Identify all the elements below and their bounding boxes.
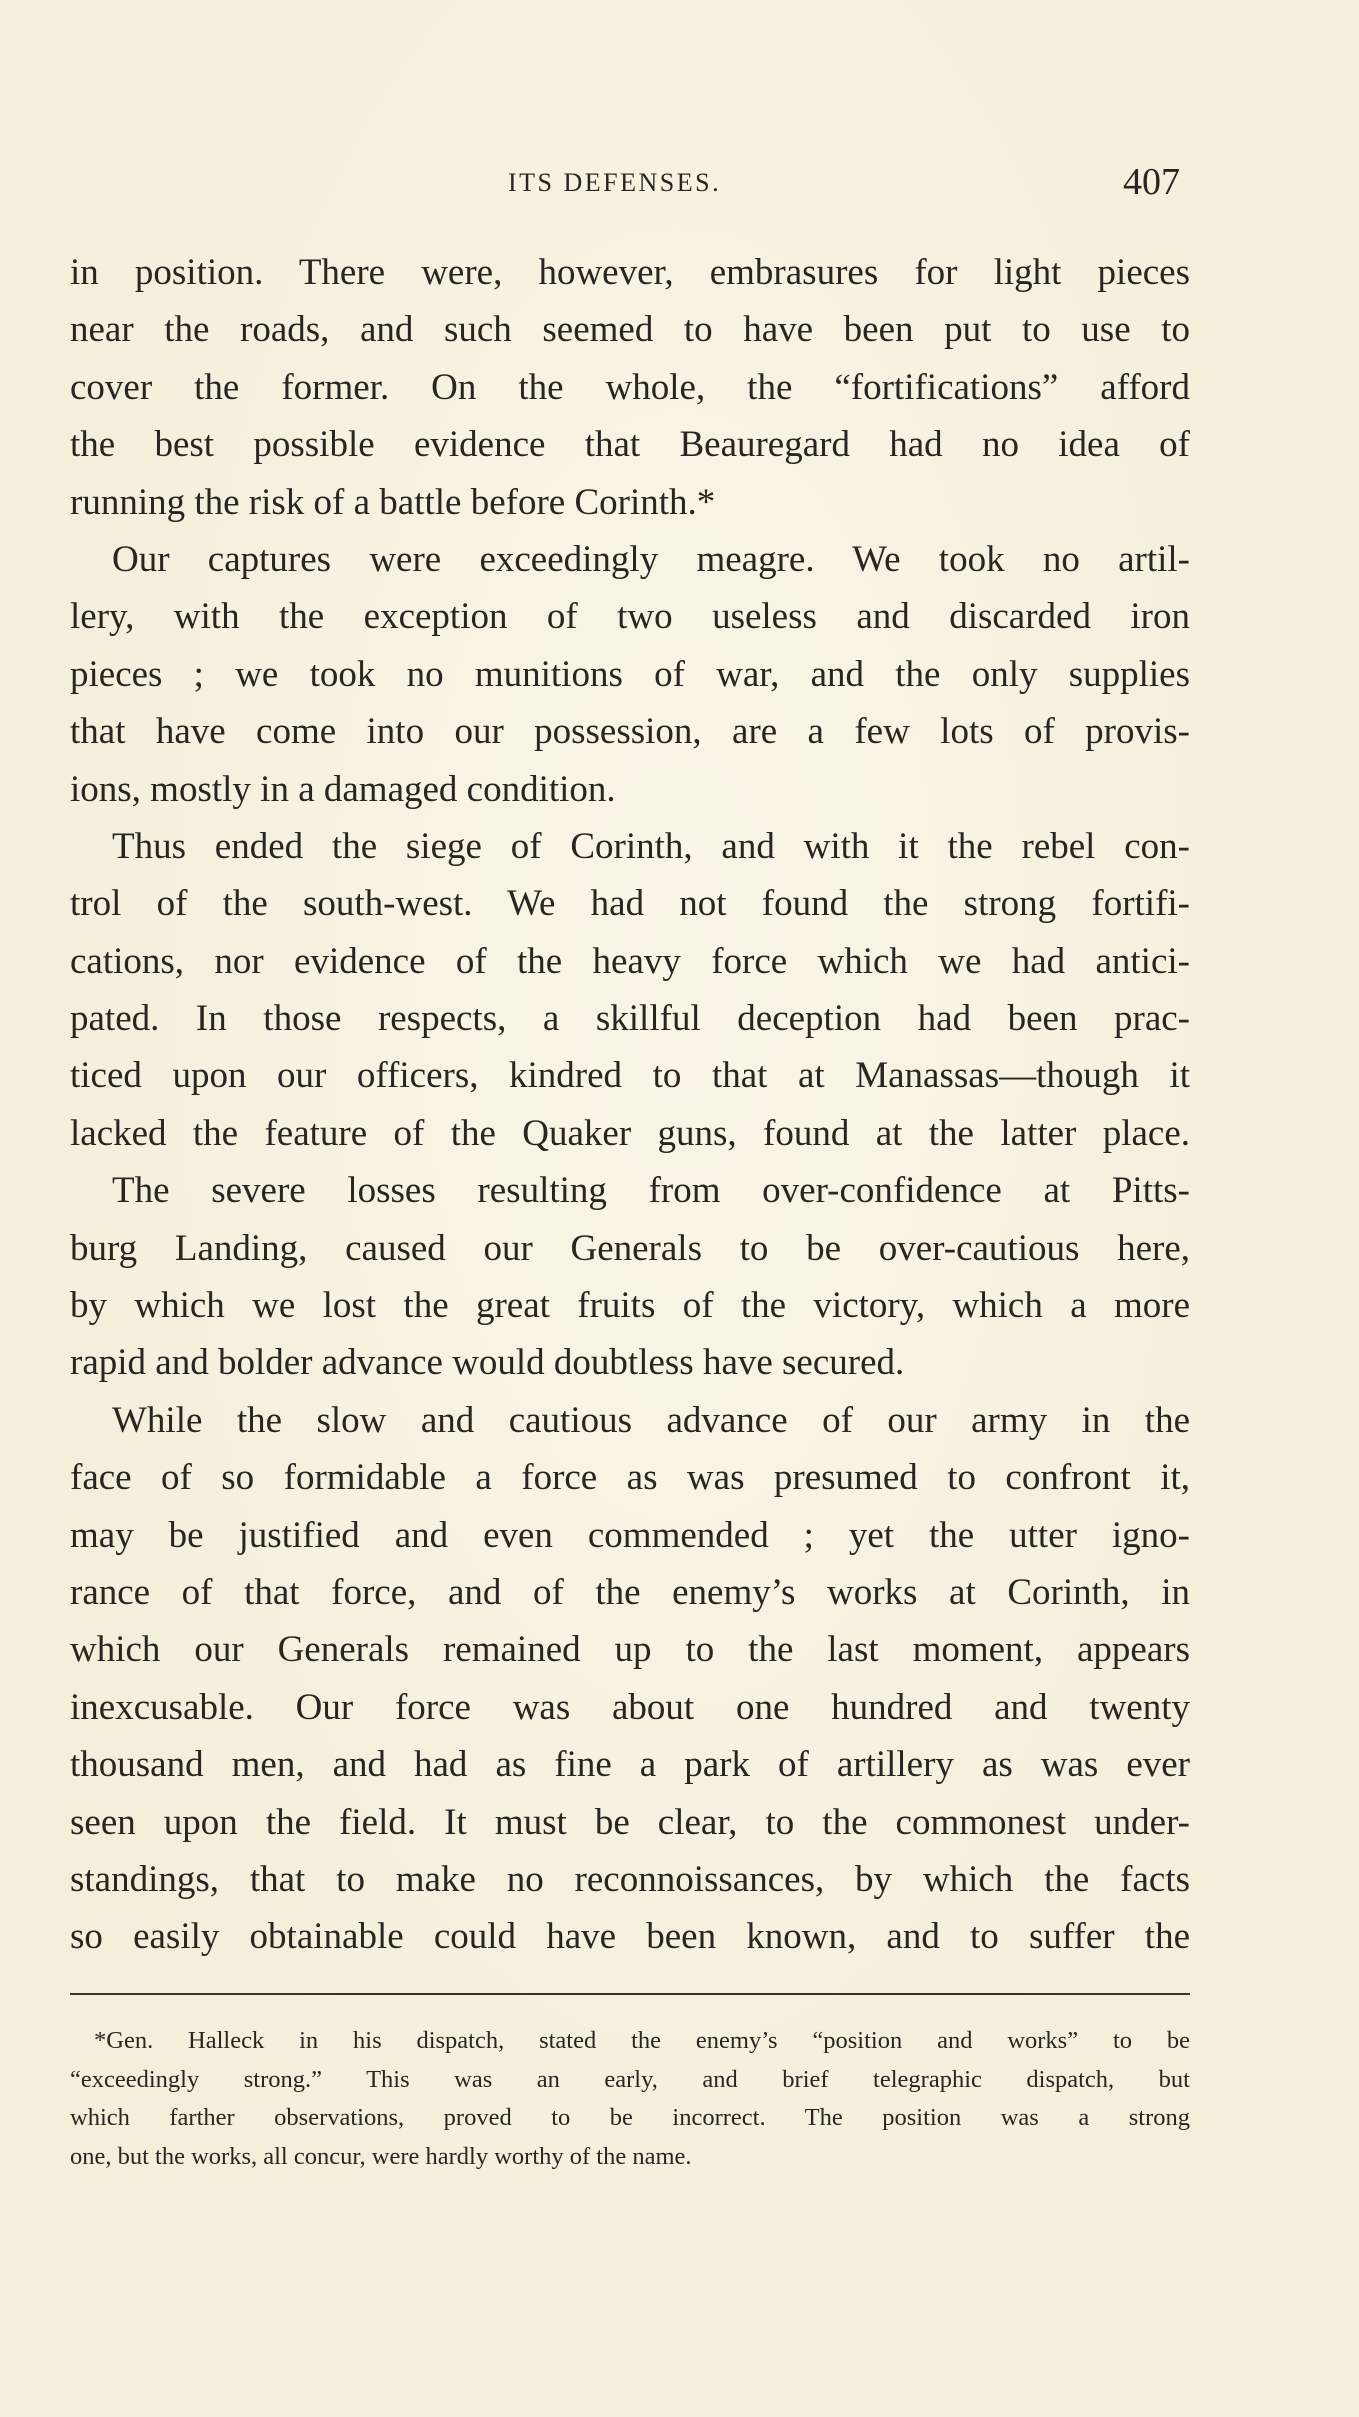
text-line: standings, that to make no reconnoissances, by which the facts xyxy=(70,1858,1190,1900)
text-line: trol of the south-west. We had not found the strong fortifi- xyxy=(70,883,1190,925)
text-line: which our Generals remained up to the last moment, appears xyxy=(70,1629,1190,1671)
footnote-line: *Gen. Halleck in his dispatch, stated the enemy’s “position and works” to be xyxy=(94,2027,1190,2054)
text-line: lery, with the exception of two useless and discarded iron xyxy=(70,596,1190,638)
text-line: ions, mostly in a damaged condition. xyxy=(70,768,616,810)
text-line: pated. In those respects, a skillful deception had been prac- xyxy=(70,998,1190,1040)
text-line: lacked the feature of the Quaker guns, found at the latter place. xyxy=(70,1112,1190,1154)
footnote-line: “exceedingly strong.” This was an early, and brief telegraphic dispatch, but xyxy=(70,2065,1190,2093)
footnote-line: one, but the works, all concur, were hardly worthy of the name. xyxy=(70,2142,692,2170)
text-line: The severe losses resulting from over-confidence at Pitts- xyxy=(112,1170,1190,1212)
text-line: thousand men, and had as fine a park of artillery as was ever xyxy=(70,1744,1190,1786)
text-line: inexcusable. Our force was about one hundred and twenty xyxy=(70,1686,1190,1728)
text-line: cations, nor evidence of the heavy force which we had antici- xyxy=(70,940,1190,982)
text-line: face of so formidable a force as was presumed to confront it, xyxy=(70,1457,1190,1499)
text-line: by which we lost the great fruits of the victory, which a more xyxy=(70,1285,1190,1327)
text-line: pieces ; we took no munitions of war, and the only supplies xyxy=(70,653,1190,695)
text-line: rance of that force, and of the enemy’s works at Corinth, in xyxy=(70,1571,1190,1613)
running-head xyxy=(0,160,1359,210)
text-line: rapid and bolder advance would doubtless have secured. xyxy=(70,1342,905,1384)
text-line: cover the former. On the whole, the “fortifications” afford xyxy=(70,366,1190,408)
text-line: that have come into our possession, are a few lots of provis- xyxy=(70,711,1190,753)
text-line: near the roads, and such seemed to have been put to use to xyxy=(70,309,1190,351)
text-line: seen upon the field. It must be clear, to the commonest under- xyxy=(70,1801,1190,1843)
text-line: Our captures were exceedingly meagre. We took no artil- xyxy=(112,538,1190,580)
text-line: While the slow and cautious advance of our army in the xyxy=(112,1399,1190,1441)
text-line: running the risk of a battle before Corinth.* xyxy=(70,481,716,523)
footnote-line: which farther observations, proved to be incorrect. The position was a strong xyxy=(70,2104,1190,2131)
running-title: ITS DEFENSES. xyxy=(508,168,722,197)
body-text xyxy=(70,244,1190,1966)
footnote-divider xyxy=(70,1993,1190,1995)
page-number: 407 xyxy=(1123,161,1180,203)
text-line: Thus ended the siege of Corinth, and with it the rebel con- xyxy=(112,825,1190,867)
text-line: in position. There were, however, embrasures for light pieces xyxy=(70,252,1190,293)
footnote xyxy=(70,2022,1190,2176)
text-line: burg Landing, caused our Generals to be over-cautious here, xyxy=(70,1227,1190,1269)
text-line: may be justified and even commended ; yet the utter igno- xyxy=(70,1514,1190,1556)
text-line: ticed upon our officers, kindred to that at Manassas—though it xyxy=(70,1055,1190,1097)
text-line: so easily obtainable could have been known, and to suffer the xyxy=(70,1916,1190,1958)
text-line: the best possible evidence that Beauregard had no idea of xyxy=(70,424,1190,466)
